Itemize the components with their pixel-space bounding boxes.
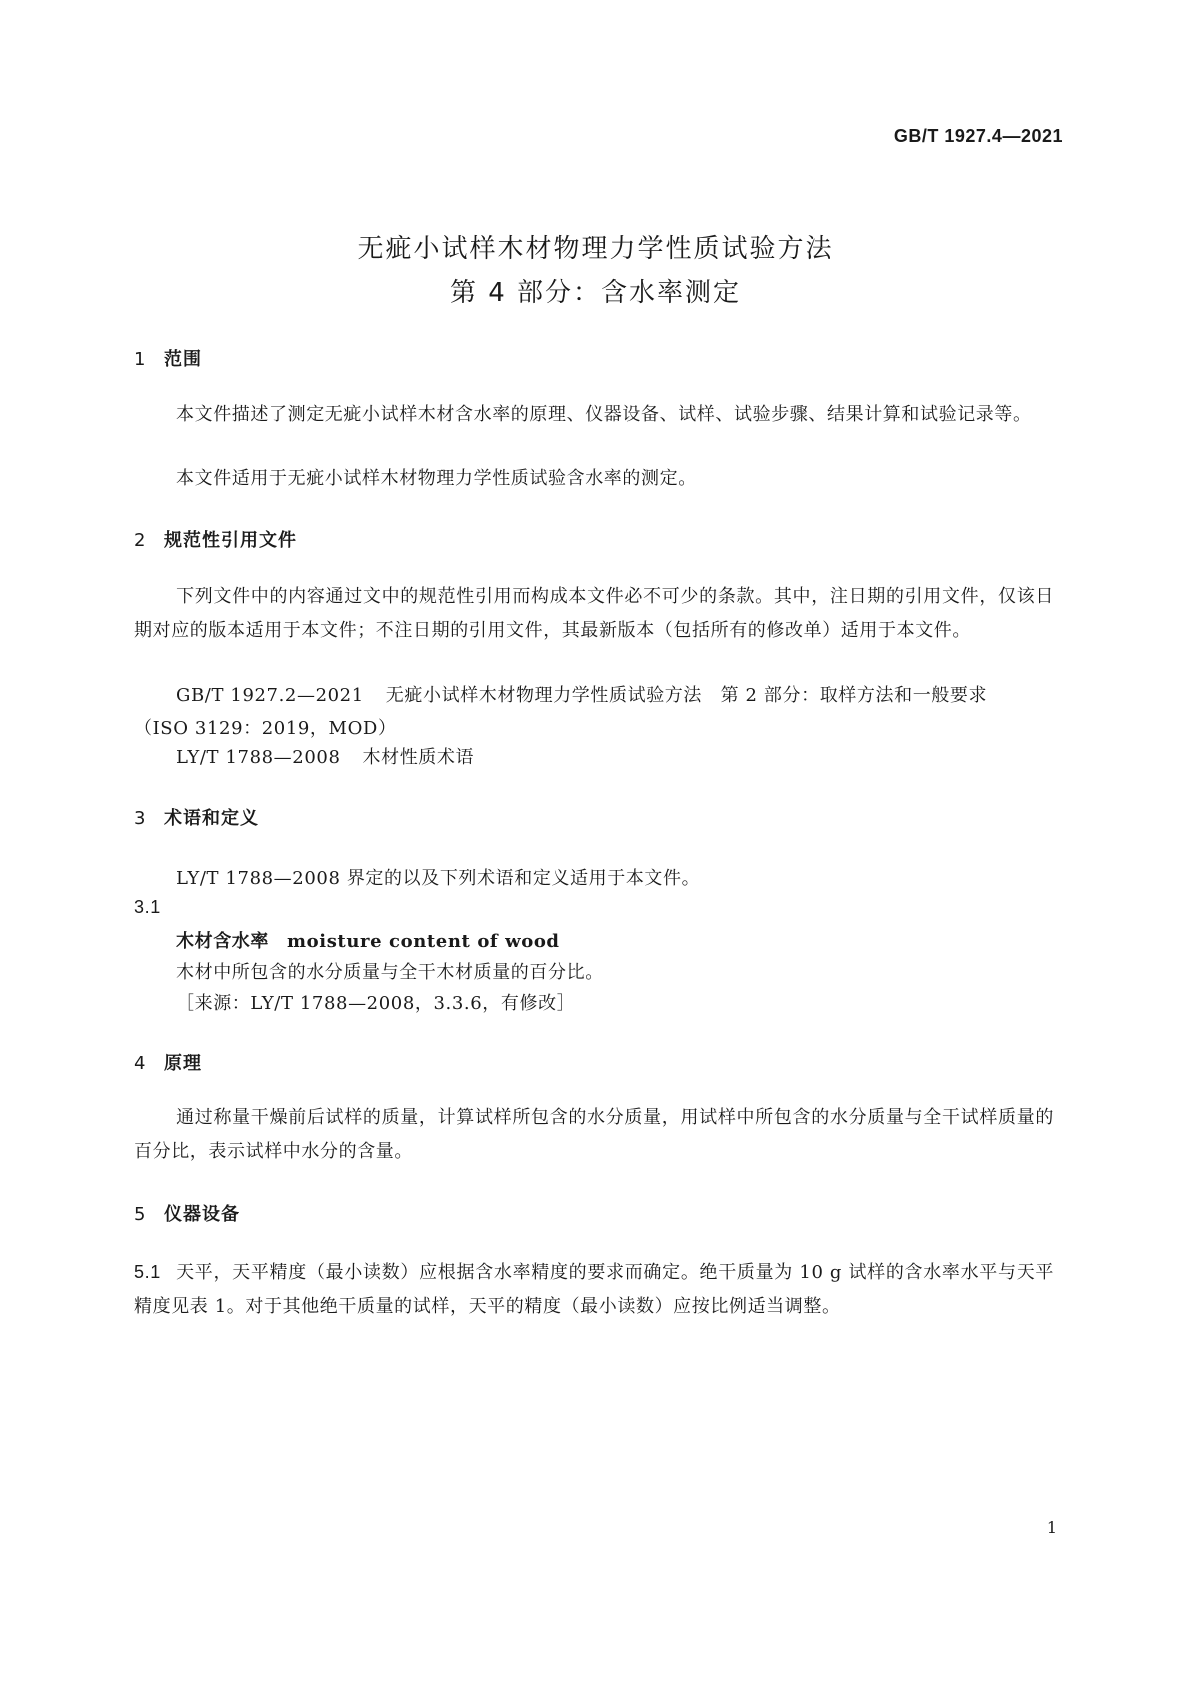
term-entry <box>176 927 560 953</box>
reference-item <box>176 681 987 707</box>
term-chinese: 木材含水率 <box>176 931 269 952</box>
paragraph <box>134 462 1054 496</box>
paragraph-text: 通过称量干燥前后试样的质量，计算试样所包含的水分质量，用试样中所包含的水分质量与全干试样质量的百分比，表示试样中水分的含量。 <box>134 1107 1054 1162</box>
section-title: 仪器设备 <box>164 1204 240 1225</box>
section-heading-principle <box>134 1049 202 1075</box>
paragraph <box>134 580 1054 648</box>
reference-code: GB/T 1927.2—2021 <box>176 685 364 706</box>
reference-item <box>176 743 474 769</box>
section-title: 范围 <box>164 349 202 370</box>
section-heading-terms <box>134 804 259 830</box>
section-number: 1 <box>134 349 147 370</box>
document-title: 无疵小试样木材物理力学性质试验方法 <box>357 234 834 264</box>
section-number: 3 <box>134 808 147 829</box>
term-number: 3.1 <box>134 897 161 917</box>
section-number: 2 <box>134 530 147 551</box>
clause-number: 5.1 <box>134 1262 161 1282</box>
page-number: 1 <box>1046 1518 1057 1537</box>
paragraph-text: 本文件描述了测定无疵小试样木材含水率的原理、仪器设备、试样、试验步骤、结果计算和试验记录等。 <box>176 404 1032 425</box>
section-heading-apparatus <box>134 1200 240 1226</box>
section-title: 规范性引用文件 <box>164 530 297 551</box>
paragraph <box>134 1101 1054 1169</box>
reference-code: LY/T 1788—2008 <box>176 747 341 768</box>
reference-continuation: （ISO 3129：2019，MOD） <box>134 718 397 739</box>
paragraph-text: 下列文件中的内容通过文中的规范性引用而构成本文件必不可少的条款。其中，注日期的引用文件，仅该日期对应的版本适用于本文件；不注日期的引用文件，其最新版本（包括所有的修改单）适用于本文件。 <box>134 586 1054 641</box>
section-heading-scope <box>134 345 202 371</box>
clause-text: 天平，天平精度（最小读数）应根据含水率精度的要求而确定。绝干质量为 10 g 试样的含水率水平与天平精度见表 1。对于其他绝干质量的试样，天平的精度（最小读数）应按比例适当调整。 <box>134 1262 1054 1317</box>
document-subtitle: 第 4 部分：含水率测定 <box>449 278 742 308</box>
term-definition: 木材中所包含的水分质量与全干木材质量的百分比。 <box>176 962 604 983</box>
term-source: ［来源：LY/T 1788—2008，3.3.6，有修改］ <box>176 993 576 1014</box>
clause-5-1 <box>134 1255 1054 1324</box>
section-title: 术语和定义 <box>164 808 259 829</box>
reference-title: 木材性质术语 <box>362 747 475 768</box>
paragraph <box>134 398 1054 432</box>
term-english: moisture content of wood <box>287 931 560 952</box>
section-number: 4 <box>134 1053 147 1074</box>
reference-title: 无疵小试样木材物理力学性质试验方法 第 2 部分：取样方法和一般要求 <box>385 685 988 706</box>
section-title: 原理 <box>164 1053 202 1074</box>
section-number: 5 <box>134 1204 147 1225</box>
terms-intro: LY/T 1788—2008 界定的以及下列术语和定义适用于本文件。 <box>176 868 701 889</box>
section-heading-normative-references <box>134 526 297 552</box>
document-code: GB/T 1927.4—2021 <box>893 126 1063 146</box>
paragraph-text: 本文件适用于无疵小试样木材物理力学性质试验含水率的测定。 <box>176 468 697 489</box>
